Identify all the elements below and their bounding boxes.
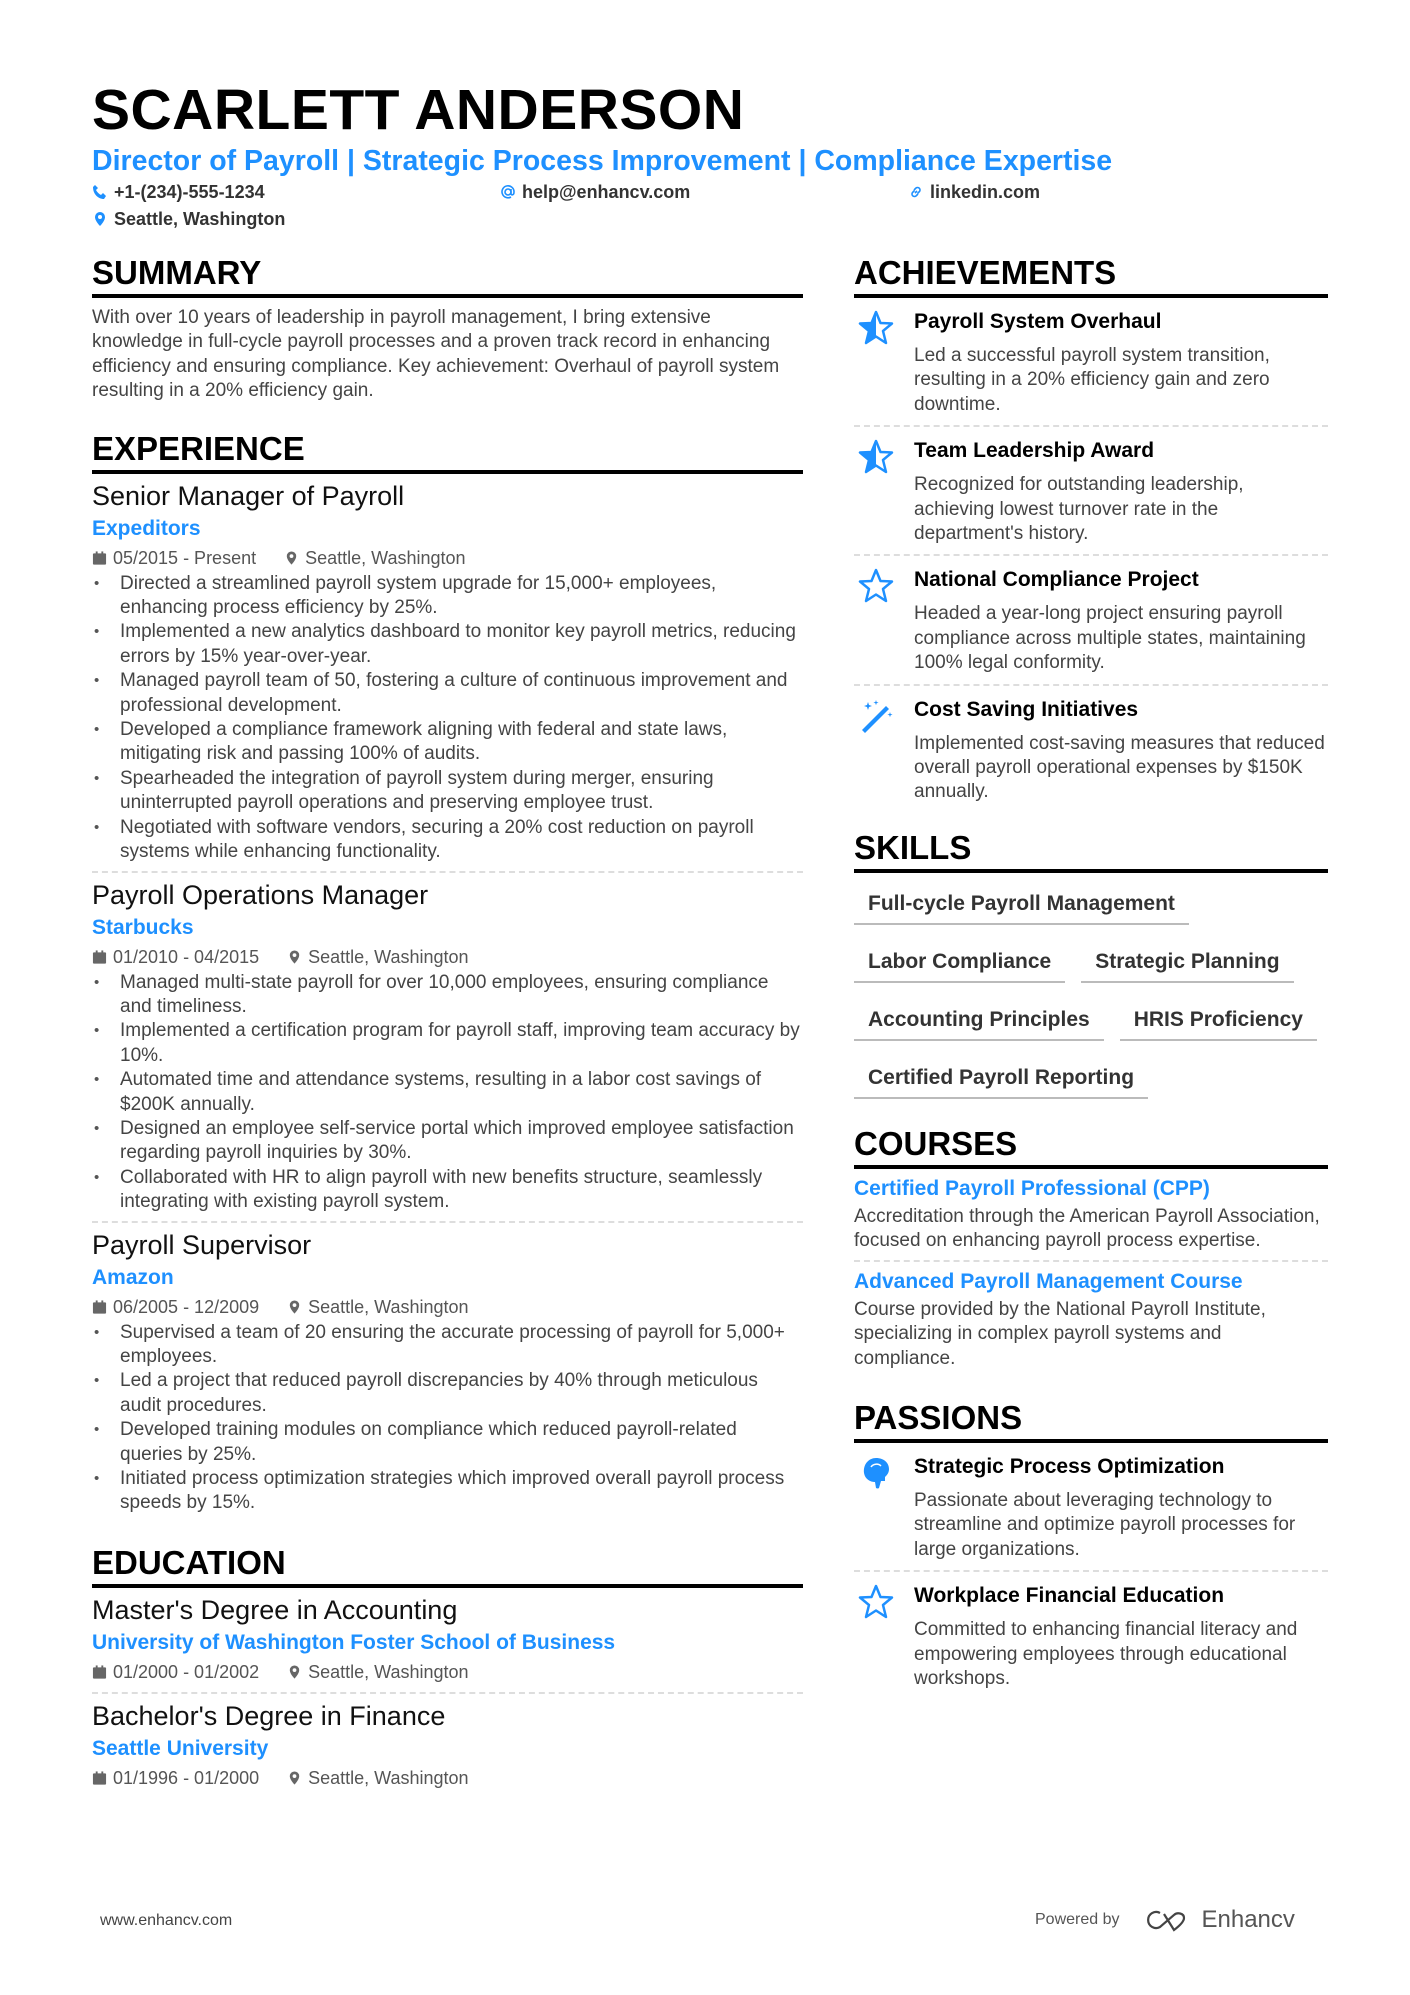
phone-text: +1-(234)-555-1234 [114, 182, 265, 202]
item-title: Cost Saving Initiatives [914, 697, 1139, 721]
education-entry [92, 1692, 803, 1798]
bullet-item: • Developed a compliance framework aligning with federal and state laws, mitigating risk and passing 100% of audits. [92, 718, 803, 767]
star-outline-icon [858, 568, 894, 604]
item-description: Passionate about leveraging technology to streamline and optimize payroll processes for large organizations. [914, 1489, 1296, 1560]
item-title: Workplace Financial Education [914, 1584, 1225, 1608]
bullet-item: • Led a project that reduced payroll discrepancies by 40% through meticulous audit procedures. [92, 1369, 803, 1418]
email-text: help@enhancv.com [522, 182, 691, 202]
calendar-icon [92, 949, 107, 965]
skills-section [854, 829, 1328, 1115]
courses-section [854, 1125, 1328, 1377]
contact-location [92, 207, 285, 231]
job-entry [92, 478, 803, 871]
school-name[interactable]: Seattle University [92, 1736, 269, 1760]
experience-section [92, 430, 803, 1522]
summary-section [92, 254, 803, 404]
dates: 01/2010 - 04/2015 [113, 946, 260, 967]
education-entry [92, 1592, 803, 1692]
bullet-item: • Developed training modules on compliance which reduced payroll-related queries by 25%. [92, 1418, 803, 1467]
bullet-item: • Directed a streamlined payroll system upgrade for 15,000+ employees, enhancing process efficiency by 25%. [92, 572, 803, 621]
school-name[interactable]: University of Washington Foster School of Business [92, 1630, 616, 1654]
course-title[interactable]: Certified Payroll Professional (CPP) [854, 1176, 1210, 1200]
powered-by-text: Powered by [1035, 1911, 1120, 1928]
course-description: Course provided by the National Payroll Institute, specializing in complex payroll systems and compliance. [854, 1298, 1266, 1369]
item-title: Strategic Process Optimization [914, 1454, 1225, 1478]
calendar-icon [92, 1664, 107, 1680]
passions-item [854, 1443, 1328, 1572]
skill-tag: Certified Payroll Reporting [854, 1057, 1148, 1099]
education-section [92, 1544, 803, 1798]
link-icon [908, 184, 924, 200]
location: Seattle, Washington [305, 547, 466, 568]
location-pin-icon [287, 1299, 302, 1315]
section-heading: ACHIEVEMENTS [854, 254, 1328, 298]
degree: Master's Degree in Accounting [92, 1594, 458, 1625]
job-entry [92, 1221, 803, 1522]
achievements-section [854, 254, 1328, 813]
skill-tag: Labor Compliance [854, 941, 1065, 983]
meta-row [92, 544, 803, 572]
enhancv-logo[interactable] [1144, 1906, 1295, 1934]
location-text: Seattle, Washington [114, 209, 286, 229]
bullet-item: • Implemented a new analytics dashboard to monitor key payroll metrics, reducing errors by 15% year-over-year. [92, 620, 803, 669]
magic-wand-icon [858, 698, 894, 734]
location: Seattle, Washington [308, 1767, 469, 1788]
star-half-icon [858, 439, 894, 475]
skill-tag: Strategic Planning [1081, 941, 1293, 983]
bullet-item: • Implemented a certification program for payroll staff, improving team accuracy by 10%. [92, 1019, 803, 1068]
course-description: Accreditation through the American Payroll Association, focused on enhancing payroll process expertise. [854, 1205, 1320, 1252]
achievements-item [854, 686, 1328, 813]
location-pin-icon [92, 211, 108, 227]
achievements-item [854, 556, 1328, 685]
right-column [854, 254, 1328, 1699]
section-heading: COURSES [854, 1125, 1328, 1169]
footer-website[interactable]: www.enhancv.com [100, 1912, 233, 1929]
skill-tag: HRIS Proficiency [1120, 999, 1317, 1041]
contact-phone[interactable] [92, 180, 265, 204]
bullet-item: • Supervised a team of 20 ensuring the accurate processing of payroll for 5,000+ employees. [92, 1321, 803, 1370]
head-brain-icon [858, 1455, 894, 1491]
job-bullets [92, 572, 803, 865]
course-item [854, 1262, 1328, 1377]
bullet-item: • Managed payroll team of 50, fostering a culture of continuous improvement and professional development. [92, 669, 803, 718]
bullet-item: • Designed an employee self-service portal which improved employee satisfaction regarding payroll inquiries by 30%. [92, 1117, 803, 1166]
meta-row [92, 1293, 803, 1321]
dates: 01/1996 - 01/2000 [113, 1767, 260, 1788]
achievements-item [854, 298, 1328, 427]
calendar-icon [92, 1770, 107, 1786]
left-column [92, 254, 803, 1798]
company-name[interactable]: Starbucks [92, 915, 194, 939]
achievements-item [854, 427, 1328, 556]
job-title: Payroll Operations Manager [92, 879, 429, 910]
meta-row [92, 1658, 803, 1686]
course-title[interactable]: Advanced Payroll Management Course [854, 1269, 1243, 1293]
bullet-item: • Negotiated with software vendors, securing a 20% cost reduction on payroll systems while enhancing functionality. [92, 816, 803, 865]
bullet-item: • Collaborated with HR to align payroll with new benefits structure, seamlessly integrating with existing payroll system. [92, 1166, 803, 1215]
section-heading: EXPERIENCE [92, 430, 803, 474]
calendar-icon [92, 550, 107, 566]
item-description: Implemented cost-saving measures that reduced overall payroll operational expenses by $150K annually. [914, 732, 1325, 803]
star-half-icon [858, 310, 894, 346]
meta-row [92, 1764, 803, 1792]
item-title: Payroll System Overhaul [914, 310, 1162, 333]
item-description: Led a successful payroll system transition, resulting in a 20% efficiency gain and zero downtime. [914, 345, 1270, 415]
footer-powered-by [1035, 1906, 1295, 1934]
phone-icon [92, 184, 108, 200]
company-name[interactable]: Expeditors [92, 516, 201, 540]
brand-text: Enhancv [1201, 1906, 1295, 1933]
location-pin-icon [287, 949, 302, 965]
dates: 01/2000 - 01/2002 [113, 1661, 260, 1682]
candidate-title: Director of Payroll | Strategic Process Improvement | Compliance Expertise [92, 145, 1113, 177]
job-title: Payroll Supervisor [92, 1229, 312, 1260]
section-heading: PASSIONS [854, 1399, 1328, 1443]
job-bullets [92, 971, 803, 1215]
meta-row [92, 943, 803, 971]
location: Seattle, Washington [308, 1296, 469, 1317]
degree: Bachelor's Degree in Finance [92, 1700, 446, 1731]
section-heading: SKILLS [854, 829, 1328, 873]
skill-tag: Accounting Principles [854, 999, 1104, 1041]
passions-section [854, 1399, 1328, 1699]
job-entry [92, 871, 803, 1221]
item-title: Team Leadership Award [914, 439, 1155, 463]
section-heading: EDUCATION [92, 1544, 803, 1588]
skill-tag: Full-cycle Payroll Management [854, 883, 1189, 925]
candidate-name: SCARLETT ANDERSON [92, 78, 745, 142]
at-icon [500, 184, 516, 200]
location-pin-icon [287, 1770, 302, 1786]
calendar-icon [92, 1299, 107, 1315]
section-heading: SUMMARY [92, 254, 803, 298]
location: Seattle, Washington [308, 1661, 469, 1682]
location-pin-icon [287, 1664, 302, 1680]
course-item [854, 1169, 1328, 1262]
contact-email[interactable] [500, 180, 690, 204]
location: Seattle, Washington [308, 946, 469, 967]
item-description: Committed to enhancing financial literacy and empowering employees through educational workshops. [914, 1619, 1298, 1689]
job-bullets [92, 1321, 803, 1516]
company-name[interactable]: Amazon [92, 1265, 174, 1289]
enhancv-logo-icon [1144, 1908, 1190, 1932]
item-description: Headed a year-long project ensuring payroll compliance across multiple states, maintaining 100% legal conformity. [914, 603, 1306, 674]
dates: 05/2015 - Present [113, 547, 257, 568]
dates: 06/2005 - 12/2009 [113, 1296, 260, 1317]
item-title: National Compliance Project [914, 568, 1199, 592]
bullet-item: • Automated time and attendance systems, resulting in a labor cost savings of $200K annually. [92, 1068, 803, 1117]
passions-item [854, 1572, 1328, 1699]
job-title: Senior Manager of Payroll [92, 480, 405, 511]
item-description: Recognized for outstanding leadership, achieving lowest turnover rate in the department's history. [914, 474, 1244, 545]
bullet-item: • Managed multi-state payroll for over 10,000 employees, ensuring compliance and timeliness. [92, 971, 803, 1020]
link-text: linkedin.com [930, 182, 1041, 202]
bullet-item: • Initiated process optimization strategies which improved overall payroll process speeds by 15%. [92, 1467, 803, 1516]
contact-link[interactable] [908, 180, 1040, 204]
summary-text: With over 10 years of leadership in payroll management, I bring extensive knowledge in full-cycle payroll processes and a proven track record in enhancing efficiency and ensuring compliance. Key achievement: Overhaul of payroll system resulting in a 20% efficiency gain. [92, 307, 780, 402]
star-outline-icon [858, 1584, 894, 1620]
location-pin-icon [284, 550, 299, 566]
bullet-item: • Spearheaded the integration of payroll system during merger, ensuring uninterrupted payroll operations and preserving employee trust. [92, 767, 803, 816]
